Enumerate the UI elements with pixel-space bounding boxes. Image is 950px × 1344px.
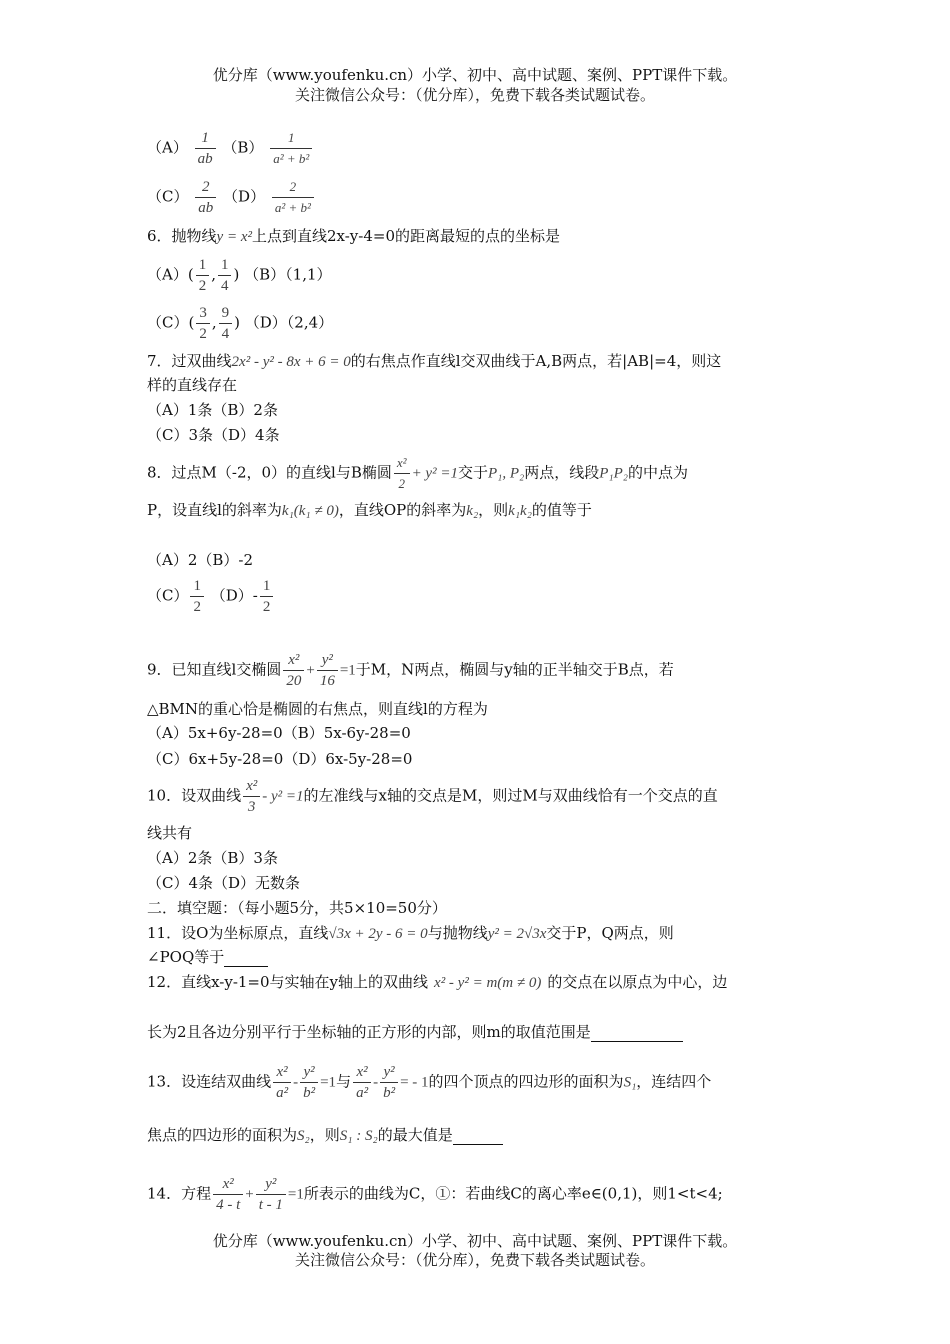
q12-answer-blank[interactable]: [591, 1023, 683, 1042]
q6-a-frac-1: $\frac{1}{2}$: [196, 255, 210, 296]
q13-answer-blank[interactable]: [453, 1126, 503, 1145]
q5-opt-a-fraction: $\frac{1}{ab}$: [195, 128, 216, 169]
q5-options-row-2: [147, 177, 316, 218]
q10-fraction: $\frac{\text{x²}}{3}$: [243, 776, 260, 817]
q6-a-frac-2: $\frac{1}{4}$: [218, 255, 232, 296]
q8-fraction: $\frac{\text{x²}}{2}$: [394, 453, 410, 494]
q6-c-frac-1: $\frac{3}{2}$: [196, 303, 210, 344]
q7-stem: 7．过双曲线2x² - y² - 8x + 6 = 0的右焦点作直线l交双曲线于A,B两点，若|AB|=4，则这: [147, 352, 722, 370]
q14-frac-1: $\frac{\text{x²}}{4 - t}$: [213, 1174, 243, 1215]
q5-opt-a-label: （A）: [147, 138, 188, 157]
q6-opt-d: （D）（2,4）: [244, 313, 334, 332]
q13-frac-2: $\frac{\text{y²}}{\text{b²}}$: [300, 1062, 318, 1103]
header-line-1: 优分库（www.youfenku.cn）小学、初中、高中试题、案例、PPT课件下载。: [212, 66, 738, 84]
q6-options-row-2: （C）( $\frac{3}{2}$ , $\frac{9}{4}$ ) （D）（2,4）: [147, 305, 334, 342]
q12-stem-line-2: 长为2且各边分别平行于坐标轴的正方形的内部，则m的取值范围是: [147, 1023, 683, 1042]
q7-options-cd: （C）3条（D）4条: [147, 426, 280, 444]
q12-stem: 12．直线x-y-1=0与实轴在y轴上的双曲线 x² - y² = m(m ≠ 0) 的交点在以原点为中心，边: [147, 973, 728, 991]
q8-stem: 8．过点M（-2，0）的直线l与B椭圆 $\frac{\text{x²}}{2}$ + y² =1交于P₁, P₂两点，线段P₁P₂的中点为: [147, 453, 688, 494]
q10-options-cd: （C）4条（D）无数条: [147, 874, 301, 892]
q6-opt-b: （B）（1,1）: [244, 265, 332, 284]
q14-stem: 14．方程 $\frac{\text{x²}}{4 - t}$ + $\frac{\text{y²}}{t - 1}$ =1所表示的曲线为C，①：若曲线C的离心率e∈(0,1)，则1<t<4;: [147, 1176, 723, 1213]
q5-opt-d-fraction: $\frac{2}{\text{a² + b²}}$: [272, 177, 314, 218]
q9-frac-2: $\frac{\text{y²}}{16}$: [317, 650, 338, 691]
q5-opt-b-label: （B）: [222, 138, 264, 157]
q11-stem-line-2: ∠POQ等于: [147, 948, 268, 967]
q5-options-row-1: [147, 128, 314, 169]
q6-options-row-1: （A）( $\frac{1}{2}$ , $\frac{1}{4}$ ) （B）（1,1）: [147, 257, 332, 294]
q9-frac-1: $\frac{\text{x²}}{20}$: [283, 650, 304, 691]
q13-frac-4: $\frac{\text{y²}}{\text{b²}}$: [380, 1062, 398, 1103]
q5-opt-d-label: （D）: [223, 187, 266, 206]
footer-line-2: 关注微信公众号：（优分库），免费下载各类试题试卷。: [294, 1251, 655, 1269]
q10-stem: 10．设双曲线 $\frac{\text{x²}}{3}$ - y² =1的左准线与x轴的交点是M，则过M与双曲线恰有一个交点的直: [147, 778, 718, 815]
q9-stem-line-2: △BMN的重心恰是椭圆的右焦点，则直线l的方程为: [147, 700, 488, 718]
q8-d-frac: $\frac{1}{2}$: [260, 576, 274, 617]
q8-c-frac: $\frac{1}{2}$: [190, 576, 204, 617]
q7-options-ab: （A）1条（B）2条: [147, 401, 278, 419]
q11-answer-blank[interactable]: [224, 948, 268, 967]
q10-options-ab: （A）2条（B）3条: [147, 849, 278, 867]
q6-c-frac-2: $\frac{9}{4}$: [219, 303, 233, 344]
q10-stem-line-2: 线共有: [147, 824, 193, 842]
header-line-2: 关注微信公众号：（优分库），免费下载各类试题试卷。: [294, 86, 655, 104]
q5-opt-c-label: （C）: [147, 187, 189, 206]
q7-formula: 2x² - y² - 8x + 6 = 0: [231, 354, 351, 370]
q8-stem-line-2: P，设直线l的斜率为k₁(k₁ ≠ 0)，直线OP的斜率为k₂，则k₁k₂的值等于: [147, 501, 592, 519]
q13-frac-1: $\frac{\text{x²}}{\text{a²}}$: [273, 1062, 291, 1103]
q8-options-ab: （A）2（B）-2: [147, 551, 254, 569]
q13-stem-line-2: 焦点的四边形的面积为S₂，则S₁ : S₂的最大值是: [147, 1126, 503, 1145]
q9-options-cd: （C）6x+5y-28=0（D）6x-5y-28=0: [147, 750, 413, 768]
q6-stem: 6．抛物线y = x²上点到直线2x-y-4=0的距离最短的点的坐标是: [147, 227, 560, 245]
q5-opt-c-fraction: $\frac{2}{ab}$: [195, 177, 216, 218]
footer-line-1: 优分库（www.youfenku.cn）小学、初中、高中试题、案例、PPT课件下载。: [212, 1232, 738, 1250]
q6-formula: y = x²: [216, 229, 252, 245]
q5-opt-b-fraction: $\frac{1}{\text{a² + b²}}$: [270, 128, 312, 169]
q9-options-ab: （A）5x+6y-28=0（B）5x-6y-28=0: [147, 724, 411, 742]
q13-stem: 13．设连结双曲线 $\frac{\text{x²}}{\text{a²}}$ - $\frac{\text{y²}}{\text{b²}}$ =1与 $\frac{\text{x²}}{\text{a²}}$ - $\frac{\text{y²}}{\text{b²}}$ = - 1的四个顶点的四边形的面积为S₁，连结四个: [147, 1064, 712, 1101]
q11-stem: 11．设O为坐标原点，直线√3x + 2y - 6 = 0与抛物线y² = 2√3x交于P，Q两点，则: [147, 924, 674, 942]
section-2-title: 二．填空题：（每小题5分，共5×10=50分）: [147, 899, 447, 917]
q13-frac-3: $\frac{\text{x²}}{\text{a²}}$: [353, 1062, 371, 1103]
q8-options-cd: （C） $\frac{1}{2}$ （D）- $\frac{1}{2}$: [147, 576, 275, 617]
q14-frac-2: $\frac{\text{y²}}{t - 1}$: [256, 1174, 286, 1215]
q7-stem-line-2: 样的直线存在: [147, 376, 238, 394]
q9-stem: 9．已知直线l交椭圆 $\frac{\text{x²}}{20}$ + $\frac{\text{y²}}{16}$ =1于M，N两点，椭圆与y轴的正半轴交于B点，若: [147, 652, 674, 689]
